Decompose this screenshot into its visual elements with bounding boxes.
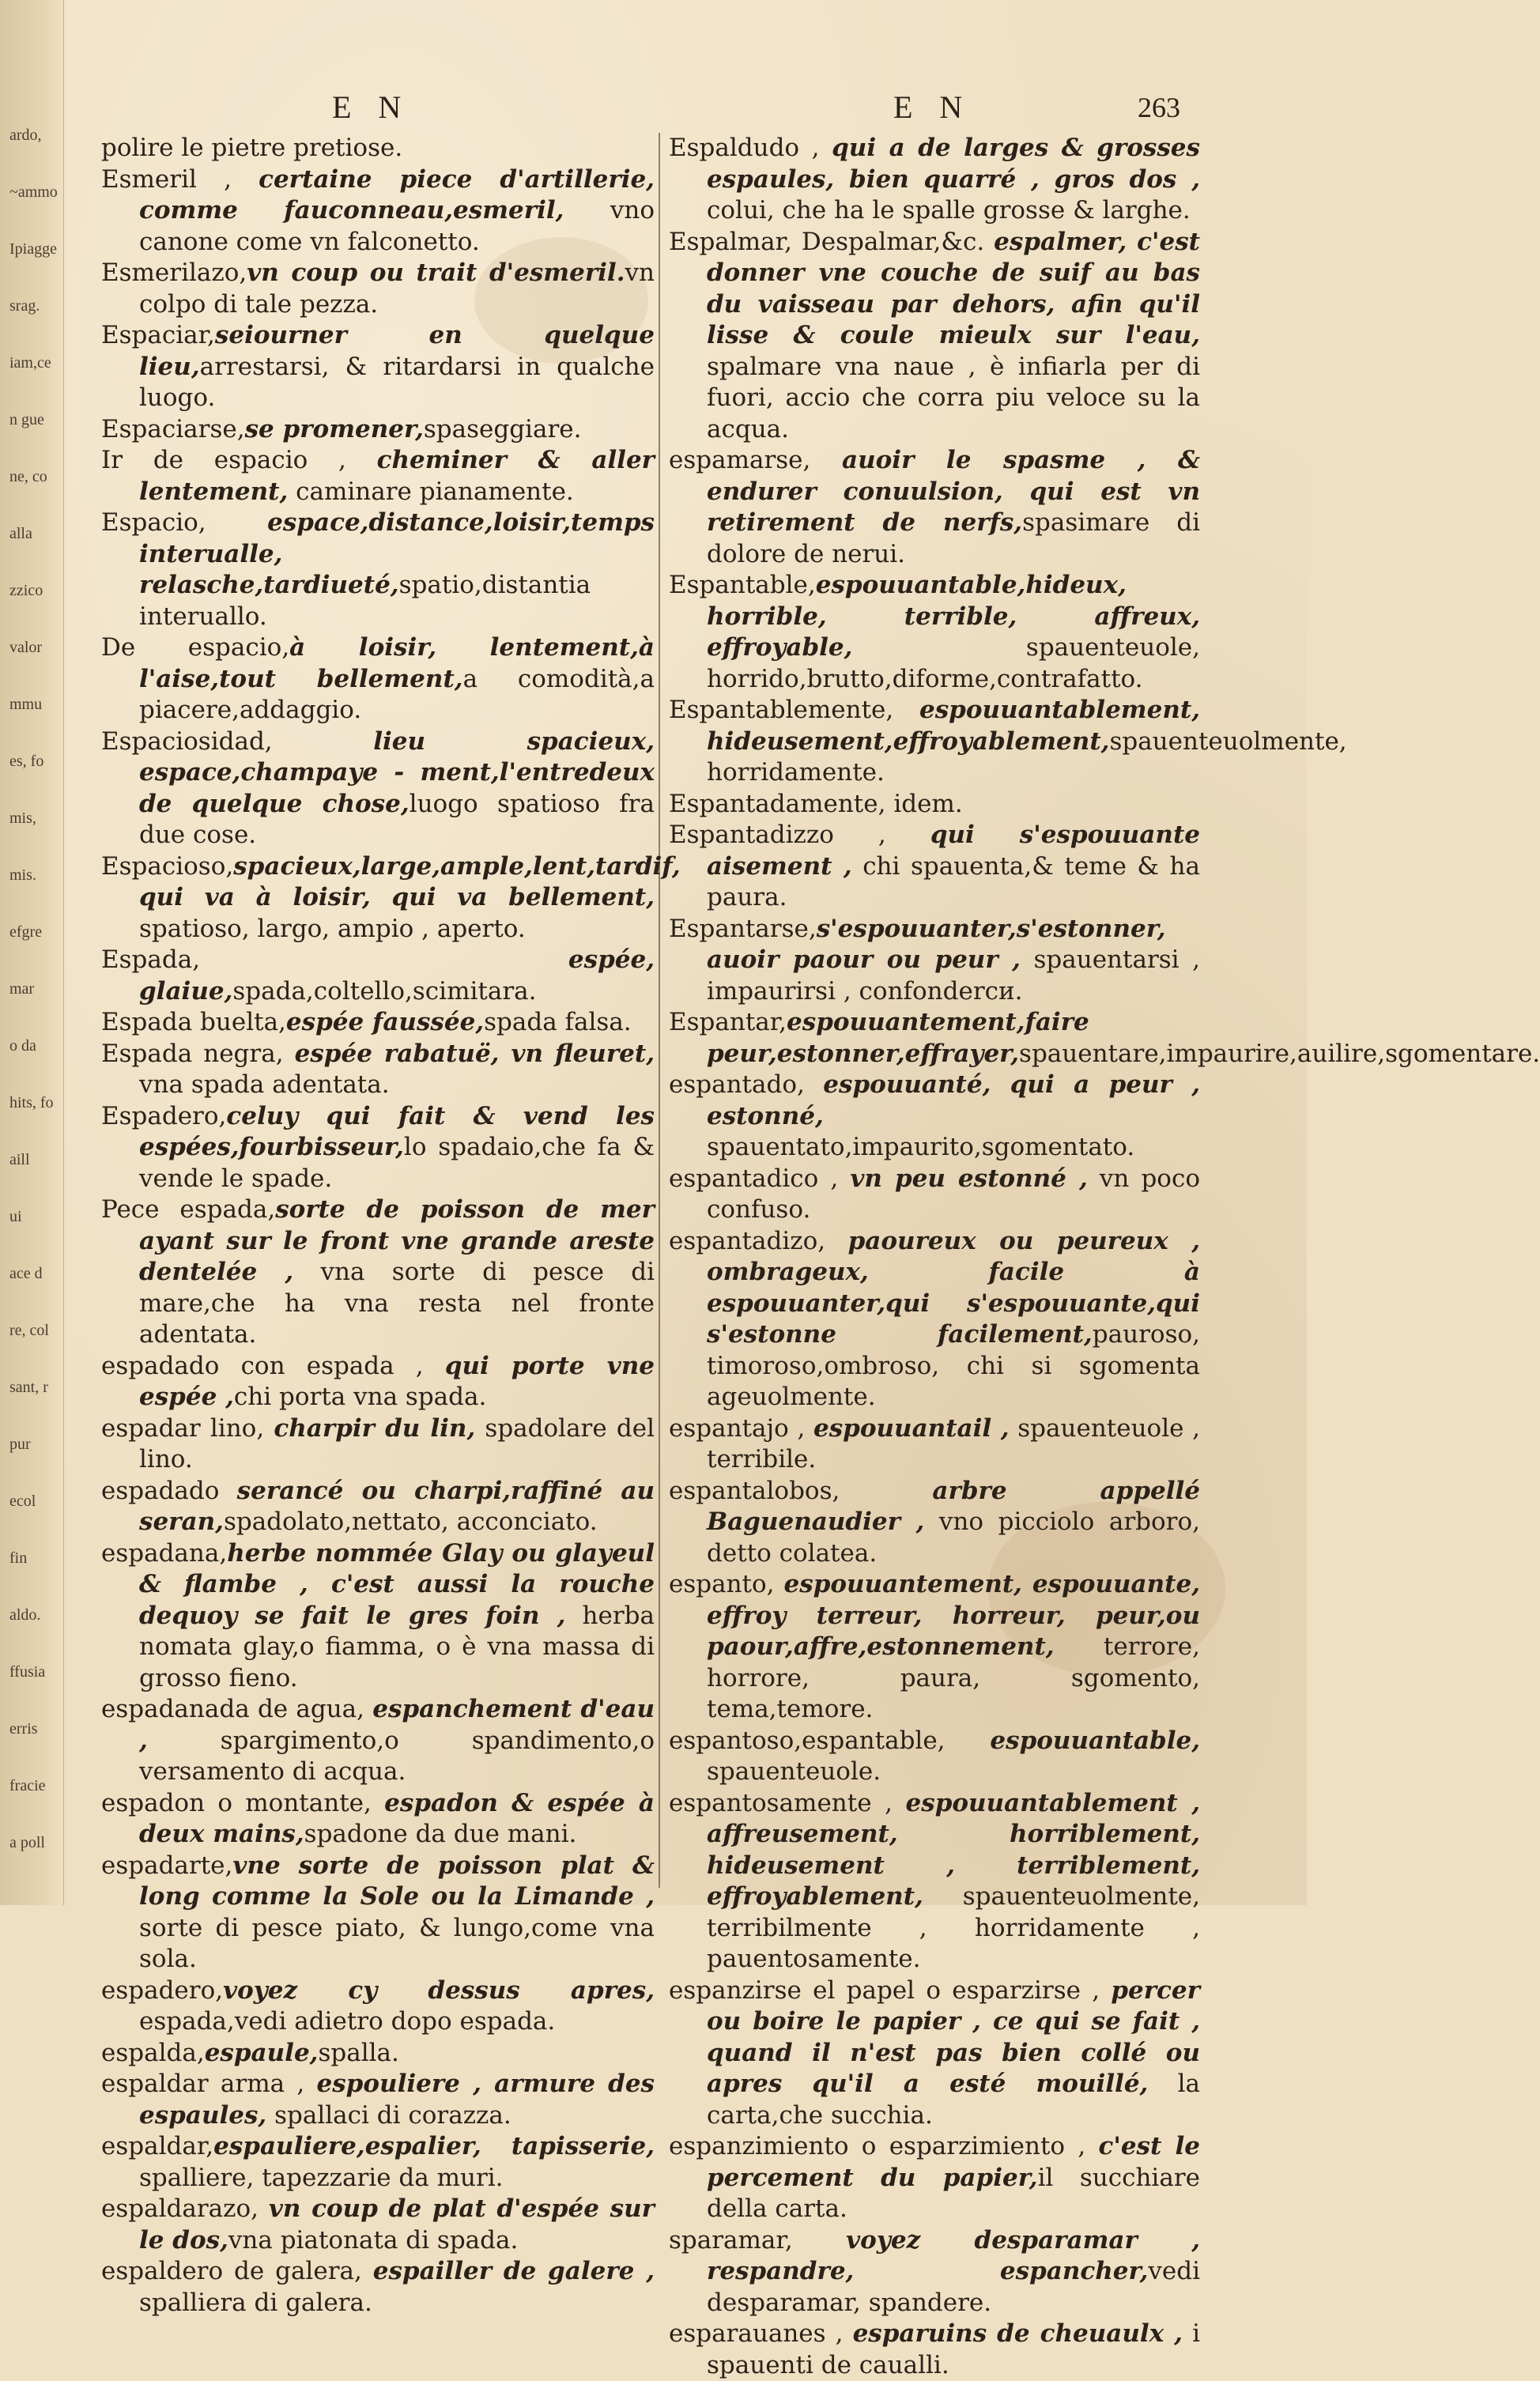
- italian-gloss: colui, che ha le spalle grosse & larghe.: [707, 196, 1191, 225]
- headword: espantado,: [669, 1070, 824, 1099]
- margin-fragment: ace d: [9, 1265, 43, 1282]
- headword: espaldar,: [101, 2132, 214, 2160]
- headword: espadon o montante,: [101, 1788, 385, 1817]
- margin-fragment: fracie: [9, 1777, 46, 1794]
- french-gloss: espouuantement, espouuante, effroy terreur, horreur, peur,ou paour,affre,estonnement,: [707, 1570, 1200, 1661]
- dictionary-entry: [101, 1694, 655, 1788]
- french-gloss: charpir du lin,: [274, 1413, 476, 1443]
- headword: espalda,: [101, 2038, 205, 2067]
- headword: espaldarazo,: [101, 2194, 269, 2223]
- italian-gloss: spatioso, largo, ampio , aperto.: [139, 914, 526, 943]
- french-gloss: spacieux,large,ample,lent,tardif, qui va à loisir, qui va bellement,: [139, 851, 681, 911]
- left-column: [101, 133, 681, 2319]
- dictionary-entry: [101, 945, 655, 1007]
- headword: Espantablemente,: [669, 696, 919, 724]
- margin-fragment: alla: [9, 525, 32, 542]
- headword: Esmeril ,: [101, 164, 259, 194]
- margin-fragment: mis,: [9, 809, 36, 827]
- right-column: [669, 133, 1540, 2381]
- french-gloss: certaine piece d'artillerie, comme fauconneau,esmeril,: [139, 164, 655, 225]
- headword: Espada negra,: [101, 1039, 295, 1068]
- margin-fragment: iam,ce: [9, 354, 51, 372]
- headword: espadar lino,: [101, 1413, 274, 1443]
- dictionary-entry: [669, 1226, 1200, 1413]
- dictionary-entry: [101, 1101, 655, 1195]
- italian-gloss: herba nomata glay,o fiamma, o è vna massa di grosso fieno.: [139, 1601, 655, 1692]
- running-head-right: E N: [893, 89, 972, 125]
- french-gloss: voyez desparamar , respandre, espancher,: [707, 2225, 1200, 2285]
- margin-fragment: ui: [9, 1208, 22, 1225]
- dictionary-entry: [101, 320, 655, 414]
- italian-gloss: chi porta vna spada.: [233, 1383, 487, 1411]
- italian-gloss: spadolato,nettato, acconciato.: [223, 1507, 598, 1536]
- french-gloss: s'espouuanter,s'estonner, auoir paour ou peur ,: [707, 914, 1166, 974]
- dictionary-entry: [669, 820, 1200, 914]
- italian-gloss: spauentare,impaurire,auilire,sgomentare.: [1019, 1039, 1540, 1068]
- french-gloss: espouuantable,: [990, 1726, 1200, 1755]
- margin-fragment: Ipiagge: [9, 240, 57, 258]
- headword: espantalobos,: [669, 1476, 933, 1505]
- headword: espanzirse el papel o esparzirse ,: [669, 1975, 1112, 2005]
- french-gloss: espouliere , armure des espaules,: [139, 2070, 655, 2130]
- dictionary-entry: [669, 570, 1200, 695]
- dictionary-entry: [669, 1975, 1200, 2132]
- italian-gloss: spargimento,o spandimento,o versamento di acqua.: [139, 1726, 655, 1786]
- french-gloss: à loisir, lentement,à l'aise,tout bellement,: [139, 633, 655, 693]
- dictionary-entry: [669, 1070, 1200, 1164]
- italian-gloss: vno canone come vn falconetto.: [139, 196, 655, 256]
- headword: espantadico ,: [669, 1164, 851, 1193]
- italian-gloss: spauenteuole , terribile.: [707, 1413, 1201, 1474]
- italian-gloss: spada falsa.: [484, 1008, 632, 1036]
- headword: Espantable,: [669, 571, 816, 599]
- italian-gloss: spalliere, tapezzarie da muri.: [139, 2163, 504, 2192]
- margin-fragment: a poll: [9, 1834, 45, 1851]
- italian-gloss: spalla.: [318, 2038, 399, 2067]
- dictionary-entry: [101, 1851, 655, 1975]
- dictionary-entry: [101, 726, 655, 851]
- margin-fragment: ~ammo: [9, 183, 58, 201]
- headword: Espantarse,: [669, 914, 817, 943]
- french-gloss: espouuantable,hideux, horrible, terrible, affreux, effroyable,: [707, 571, 1200, 662]
- dictionary-entry: [669, 133, 1200, 227]
- margin-fragment: ne, co: [9, 468, 47, 485]
- french-gloss: herbe nommée Glay ou glayeul & flambe , c'est aussi la rouche dequoy se fait le gres foin ,: [139, 1538, 655, 1630]
- headword: Pece espada,: [101, 1195, 276, 1224]
- margin-fragment: mar: [9, 980, 35, 998]
- dictionary-entry: [669, 1007, 1540, 1070]
- headword: Espada,: [101, 945, 568, 974]
- margin-fragment: ecol: [9, 1492, 36, 1510]
- italian-gloss: spalliera di galera.: [139, 2288, 372, 2317]
- italian-gloss: vn poco confuso.: [707, 1164, 1200, 1224]
- headword: Espaciosidad,: [101, 726, 374, 756]
- headword: Espantar,: [669, 1008, 787, 1036]
- headword: espanzimiento o esparzimiento ,: [669, 2132, 1099, 2160]
- french-gloss: paoureux ou peureux , ombrageux, facile à espouuanter,qui s'espouuante,qui s'estonne facilement,: [707, 1226, 1201, 1349]
- italian-gloss: la carta,che succhia.: [707, 2070, 1200, 2130]
- headword: Ir de espacio ,: [101, 446, 377, 474]
- french-gloss: vne sorte de poisson plat & long comme la Sole ou la Limande ,: [139, 1851, 655, 1911]
- italian-gloss: spalmare vna naue , è infiarla per di fuori, accio che corra piu veloce su la acqua.: [707, 352, 1200, 443]
- dictionary-entry: [101, 851, 681, 945]
- headword: esparauanes ,: [669, 2319, 853, 2348]
- facing-page-edge: [0, 0, 64, 1905]
- italian-gloss: arrestarsi, & ritardarsi in qualche luogo.: [139, 352, 655, 412]
- margin-fragment: hits, fo: [9, 1094, 54, 1111]
- headword: espantoso,espantable,: [669, 1726, 991, 1755]
- dictionary-entry: [101, 1351, 655, 1413]
- dictionary-entry: [101, 1194, 655, 1351]
- headword: Esmerilazo,: [101, 258, 247, 287]
- headword: Espacio,: [101, 508, 268, 537]
- italian-gloss: pauroso, timoroso,ombroso, chi si sgomenta ageuolmente.: [707, 1320, 1200, 1411]
- headword: Espada buelta,: [101, 1008, 286, 1036]
- dictionary-entry: [101, 1538, 655, 1695]
- italian-gloss: vedi desparamar, spandere.: [707, 2257, 1200, 2317]
- dictionary-entry: [101, 632, 655, 726]
- margin-fragment: valor: [9, 639, 43, 656]
- margin-fragment: o da: [9, 1037, 36, 1055]
- dictionary-entry: [669, 445, 1200, 570]
- column-rule: [659, 133, 660, 1888]
- margin-fragment: erris: [9, 1720, 38, 1738]
- french-gloss: celuy qui fait & vend les espées,fourbisseur,: [139, 1101, 655, 1161]
- dictionary-entry: [669, 227, 1200, 446]
- italian-gloss: spasimare di dolore de nerui.: [707, 508, 1200, 568]
- dictionary-entry: [101, 1413, 655, 1476]
- dictionary-entry: [101, 1039, 655, 1101]
- french-gloss: espailler de galere ,: [372, 2257, 655, 2285]
- dictionary-entry: [101, 258, 655, 320]
- dictionary-entry: [101, 414, 655, 446]
- french-gloss: sorte de poisson de mer ayant sur le front vne grande areste dentelée ,: [139, 1195, 655, 1286]
- dictionary-entry: [669, 695, 1347, 789]
- dictionary-entry: [101, 2194, 655, 2256]
- dictionary-entry: [101, 445, 655, 508]
- french-gloss: qui porte vne espée ,: [139, 1351, 655, 1411]
- french-gloss: se promener,: [244, 414, 424, 443]
- headword: espaldero de galera,: [101, 2257, 373, 2285]
- french-gloss: seiourner en quelque lieu,: [139, 321, 655, 381]
- page-number: 263: [1138, 92, 1180, 123]
- french-gloss: serancé ou charpi,raffiné au seran,: [139, 1476, 655, 1536]
- french-gloss: qui s'espouuante aisement ,: [707, 821, 1201, 881]
- margin-fragment: aldo.: [9, 1606, 41, 1624]
- italian-gloss: spadone da due mani.: [304, 1820, 577, 1848]
- french-gloss: vn coup ou trait d'esmeril.: [247, 258, 625, 287]
- italian-gloss: espada,vedi adietro dopo espada.: [139, 2007, 556, 2036]
- margin-fragment: mmu: [9, 696, 43, 713]
- italian-gloss: spauentarsi , impaurirsi , confonderси.: [707, 945, 1200, 1006]
- french-gloss: auoir le spasme , & endurer conuulsion, qui est vn retirement de nerfs,: [707, 446, 1200, 537]
- italian-gloss: polire le pietre pretiose.: [101, 134, 403, 162]
- margin-fragment: n gue: [9, 411, 44, 428]
- running-head-left: E N: [332, 89, 411, 125]
- dictionary-entry: [669, 2225, 1200, 2319]
- french-gloss: espouuantail ,: [813, 1413, 1010, 1443]
- italian-gloss: caminare pianamente.: [288, 477, 574, 506]
- headword: espantadizo,: [669, 1226, 848, 1255]
- italian-gloss: a comodità,a piacere,addaggio.: [139, 664, 655, 724]
- french-gloss: espalmer, c'est donner vne couche de suif au bas du vaisseau par dehors, afin qu'il lisse & coule mieulx sur l'eau,: [707, 227, 1201, 349]
- french-gloss: lieu spacieux, espace,champaye - ment,l'entredeux de quelque chose,: [139, 726, 655, 818]
- italian-gloss: chi spauenta,& teme & ha paura.: [707, 851, 1200, 911]
- headword: De espacio,: [101, 633, 290, 662]
- italian-gloss: spada,coltello,scimitara.: [232, 976, 537, 1006]
- italian-gloss: spaseggiare.: [423, 414, 582, 443]
- italian-gloss: vna spada adentata.: [139, 1070, 390, 1099]
- margin-fragment: efgre: [9, 923, 43, 941]
- french-gloss: espée rabatuë, vn fleuret,: [294, 1039, 655, 1068]
- french-gloss: espée faussée,: [285, 1008, 485, 1036]
- headword: espaldar arma ,: [101, 2070, 317, 2098]
- dictionary-entry: [101, 1788, 655, 1851]
- italian-gloss: spauenteuole.: [707, 1757, 881, 1786]
- dictionary-entry: [669, 1569, 1200, 1726]
- dictionary-entry: [101, 2256, 655, 2319]
- headword: espanto,: [669, 1570, 784, 1598]
- italian-gloss: vna sorte di pesce di mare,che ha vna resta nel fronte adentata.: [139, 1258, 655, 1349]
- headword: Espaciarse,: [101, 414, 245, 443]
- headword: espadanada de agua,: [101, 1695, 373, 1723]
- french-gloss: espouuantablement, hideusement,effroyablement,: [707, 696, 1200, 756]
- dictionary-entry: [669, 1788, 1200, 1975]
- french-gloss: espace,distance,loisir,temps interualle, relasche,tardiueté,: [139, 508, 655, 599]
- margin-fragment: fin: [9, 1549, 28, 1567]
- headword: Espantadamente, idem.: [669, 789, 963, 818]
- margin-fragment: ffusia: [9, 1663, 46, 1681]
- dictionary-entry: [669, 1164, 1200, 1226]
- italian-gloss: terrore, horrore, paura, sgomento, tema,temore.: [707, 1632, 1200, 1723]
- italian-gloss: spauentato,impaurito,sgomentato.: [707, 1133, 1135, 1161]
- headword: Espadero,: [101, 1101, 227, 1130]
- italian-gloss: i spauenti de caualli.: [707, 2319, 1200, 2379]
- margin-fragment: mis.: [9, 866, 36, 884]
- margin-fragment: aill: [9, 1151, 30, 1168]
- french-gloss: espauliere,espalier, tapisserie,: [213, 2132, 655, 2160]
- headword: espantosamente ,: [669, 1788, 906, 1817]
- margin-fragment: pur: [9, 1436, 31, 1453]
- dictionary-entry: [101, 2069, 655, 2131]
- dictionary-entry: [101, 1007, 655, 1039]
- italian-gloss: spallaci di corazza.: [266, 2100, 511, 2130]
- dictionary-entry: [101, 508, 655, 632]
- headword: espadarte,: [101, 1851, 233, 1880]
- headword: Espacioso,: [101, 851, 234, 881]
- dictionary-entry: [101, 2131, 655, 2194]
- margin-fragment: es, fo: [9, 753, 44, 770]
- margin-fragment: sant, r: [9, 1379, 48, 1396]
- dictionary-entry: [101, 133, 655, 164]
- headword: Espaldudo ,: [669, 134, 832, 162]
- headword: espadado con espada ,: [101, 1351, 445, 1380]
- italian-gloss: spauenteuole, horrido,brutto,diforme,contrafatto.: [707, 633, 1200, 693]
- italian-gloss: lo spadaio,che fa & vende le spade.: [139, 1133, 655, 1193]
- french-gloss: arbre appellé Baguenaudier ,: [707, 1476, 1200, 1536]
- dictionary-entry: [669, 914, 1200, 1008]
- french-gloss: percer ou boire le papier , ce qui se fait , quand il n'est pas bien collé ou apres qu'il a esté mouillé,: [707, 1975, 1200, 2098]
- italian-gloss: il succhiare della carta.: [707, 2163, 1200, 2223]
- margin-fragment: ardo,: [9, 126, 42, 144]
- dictionary-entry: [101, 1975, 655, 2038]
- french-gloss: espouuanté, qui a peur , estonné,: [707, 1070, 1201, 1130]
- french-gloss: qui a de larges & grosses espaules, bien quarré , gros dos ,: [707, 134, 1200, 194]
- headword: espadana,: [101, 1538, 228, 1568]
- dictionary-entry: [101, 164, 655, 258]
- italian-gloss: vn colpo di tale pezza.: [139, 258, 655, 319]
- french-gloss: espouuantablement , affreusement, horriblement, hideusement , terriblement, effroyablement,: [707, 1788, 1200, 1911]
- italian-gloss: vna piatonata di spada.: [228, 2225, 519, 2255]
- dictionary-entry: [101, 1476, 655, 1538]
- dictionary-entry: [669, 789, 1200, 821]
- french-gloss: espouuantement,faire peur,estonner,effrayer,: [707, 1008, 1089, 1068]
- dictionary-entry: [669, 2131, 1200, 2225]
- headword: Espaciar,: [101, 321, 215, 349]
- french-gloss: c'est le percement du papier,: [707, 2132, 1201, 2192]
- italian-gloss: sorte di pesce piato, & lungo,come vna sola.: [139, 1913, 655, 1973]
- margin-fragment: re, col: [9, 1322, 49, 1339]
- dictionary-entry: [669, 1413, 1200, 1476]
- dictionary-entry: [669, 2319, 1200, 2381]
- headword: Espalmar, Despalmar,&c.: [669, 227, 995, 256]
- italian-gloss: luogo spatioso fra due cose.: [139, 789, 655, 849]
- french-gloss: vn peu estonné ,: [850, 1164, 1088, 1193]
- french-gloss: vn coup de plat d'espée sur le dos,: [139, 2194, 655, 2255]
- headword: espadado: [101, 1476, 237, 1505]
- french-gloss: espaule,: [204, 2038, 319, 2067]
- headword: sparamar,: [669, 2225, 847, 2255]
- headword: Espantadizzo ,: [669, 821, 930, 849]
- french-gloss: esparuins de cheuaulx ,: [852, 2319, 1183, 2348]
- dictionary-entry: [101, 2038, 655, 2070]
- french-gloss: cheminer & aller lentement,: [139, 446, 655, 506]
- french-gloss: espanchement d'eau ,: [139, 1695, 655, 1755]
- margin-fragment: zzico: [9, 582, 43, 599]
- french-gloss: espadon & espée à deux mains,: [139, 1788, 655, 1848]
- italian-gloss: spauenteuolmente, terribilmente , horridamente , pauentosamente.: [707, 1882, 1200, 1973]
- french-gloss: espée, glaiue,: [139, 945, 655, 1006]
- dictionary-entry: [669, 1476, 1200, 1570]
- headword: espamarse,: [669, 446, 842, 474]
- italian-gloss: spatio,distantia interuallo.: [139, 571, 591, 631]
- margin-fragment: srag.: [9, 297, 40, 315]
- italian-gloss: spadolare del lino.: [139, 1413, 655, 1474]
- italian-gloss: spauenteuolmente, horridamente.: [707, 726, 1347, 787]
- headword: espantajo ,: [669, 1413, 813, 1443]
- headword: espadero,: [101, 1975, 224, 2005]
- italian-gloss: vno picciolo arboro, detto colatea.: [707, 1507, 1200, 1568]
- french-gloss: voyez cy dessus apres,: [223, 1975, 655, 2005]
- dictionary-entry: [669, 1726, 1200, 1788]
